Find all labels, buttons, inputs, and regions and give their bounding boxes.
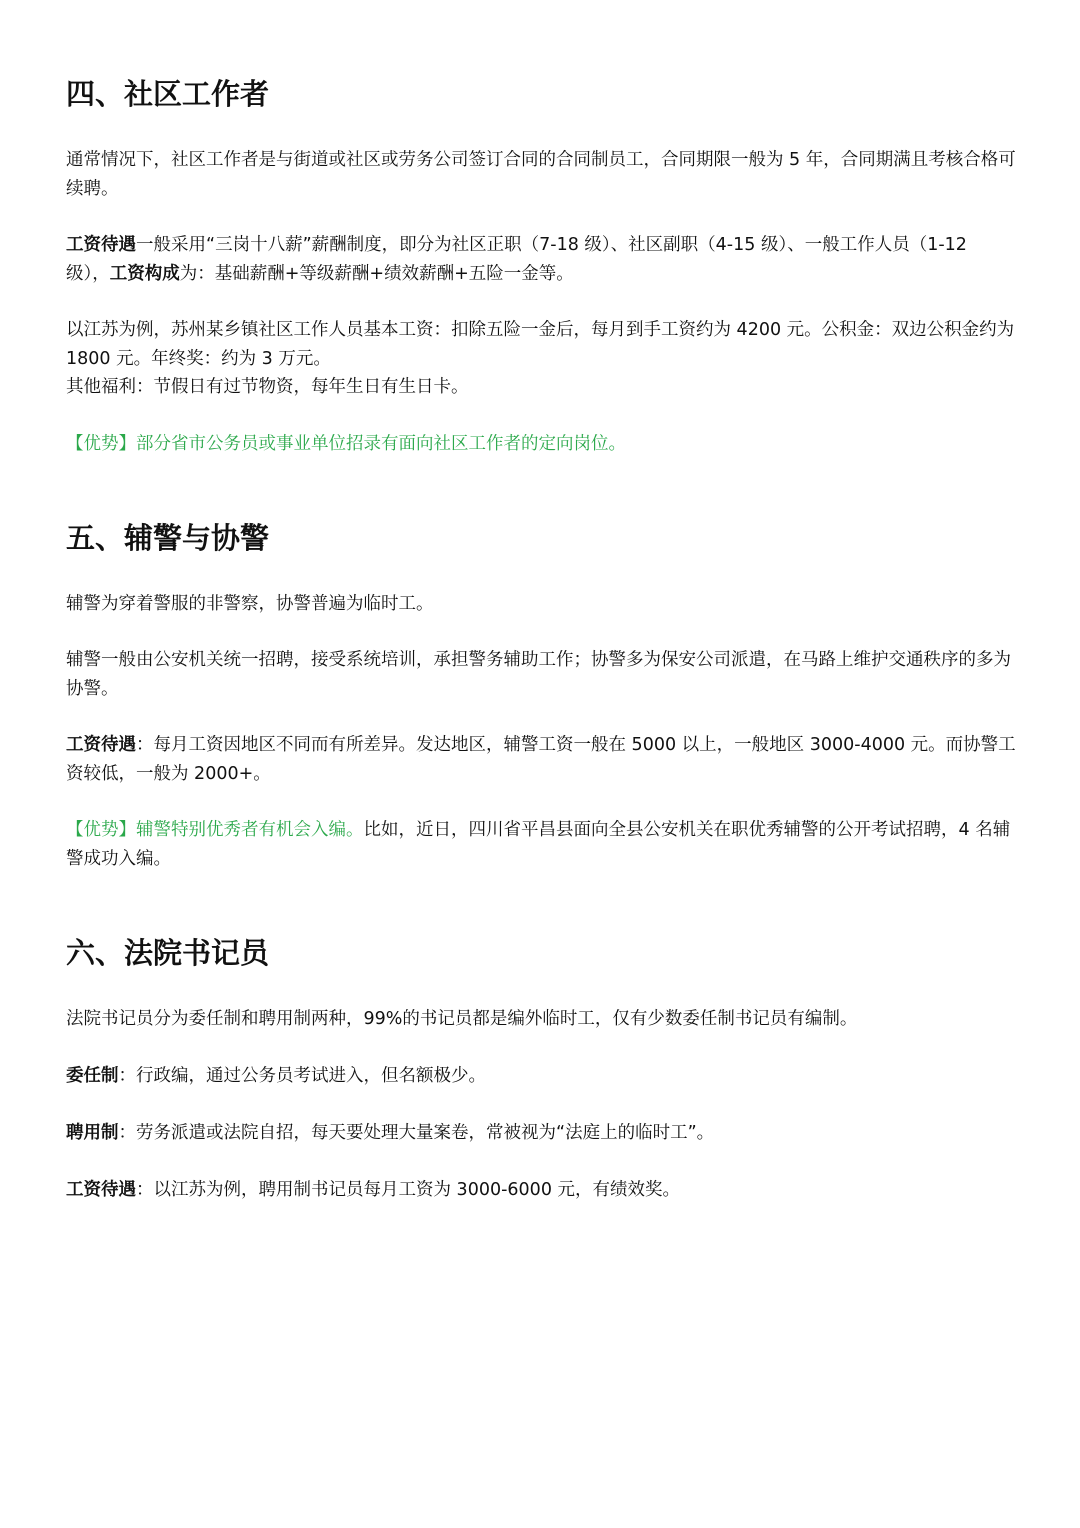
court-clerk-intro: 法院书记员分为委任制和聘用制两种，99%的书记员都是编外临时工，仅有少数委任制书记员有编制。 <box>66 1009 858 1029</box>
salary-text: ：每月工资因地区不同而有所差异。发达地区，辅警工资一般在 5000 以上，一般地区 3000-4000 元。而协警工资较低，一般为 2000+。 <box>66 735 1016 784</box>
community-workers-intro: 通常情况下，社区工作者是与街道或社区或劳务公司签订合同的合同制员工，合同期限一般为 5 年，合同期满且考核合格可续聘。 <box>66 150 1016 199</box>
hired-text: ：劳务派遣或法院自招，每天要处理大量案卷，常被视为“法庭上的临时工”。 <box>118 1123 715 1143</box>
salary-label: 工资待遇 <box>66 235 136 255</box>
salary-label: 工资待遇 <box>66 735 136 755</box>
section-heading-community-workers: 四、社区工作者 <box>66 77 270 111</box>
auxiliary-police-intro: 辅警为穿着警服的非警察，协警普遍为临时工。 <box>66 594 434 614</box>
salary-text-b: 为：基础薪酬+等级薪酬+绩效薪酬+五险一金等。 <box>179 263 574 284</box>
court-clerk-salary <box>66 1176 1016 1205</box>
community-workers-example: 以江苏为例，苏州某乡镇社区工作人员基本工资：扣除五险一金后，每月到手工资约为 4200 元。公积金：双边公积金约为 1800 元。年终奖：约为 3 万元。 <box>66 320 1015 369</box>
community-workers-other-benefits: 其他福利：节假日有过节物资，每年生日有生日卡。 <box>66 377 469 397</box>
hired-label: 聘用制 <box>66 1123 119 1143</box>
salary-text: ：以江苏为例，聘用制书记员每月工资为 3000-6000 元，有绩效奖。 <box>136 1180 681 1200</box>
section-heading-auxiliary-police: 五、辅警与协警 <box>66 521 270 555</box>
auxiliary-police-detail: 辅警一般由公安机关统一招聘，接受系统培训，承担警务辅助工作；协警多为保安公司派遣，在马路上维护交通秩序的多为协警。 <box>66 650 1011 699</box>
court-clerk-appointed <box>66 1062 1016 1091</box>
court-clerk-hired <box>66 1119 1016 1148</box>
salary-text-a: 一般采用“三岗十八薪”薪酬制度，即分为社区正职（7-18 级）、社区副职（4-15 级）、一般工作人员（1-12 级）， <box>66 235 967 284</box>
community-workers-advantage: 【优势】部分省市公务员或事业单位招录有面向社区工作者的定向岗位。 <box>66 434 626 454</box>
appointed-text: ：行政编，通过公务员考试进入，但名额极少。 <box>118 1066 486 1086</box>
salary-label: 工资待遇 <box>66 1180 136 1200</box>
appointed-label: 委任制 <box>66 1066 119 1086</box>
auxiliary-police-salary <box>66 731 1016 788</box>
community-workers-salary <box>66 231 1016 288</box>
advantage-rest: 比如，近日，四川省平昌县面向全县公安机关在职优秀辅警的公开考试招聘，4 名辅警成功入编。 <box>66 820 1011 869</box>
composition-label: 工资构成 <box>109 263 180 284</box>
section-heading-court-clerk: 六、法院书记员 <box>66 936 270 970</box>
advantage-highlight: 【优势】辅警特别优秀者有机会入编。 <box>66 820 364 840</box>
auxiliary-police-advantage <box>66 816 1016 873</box>
